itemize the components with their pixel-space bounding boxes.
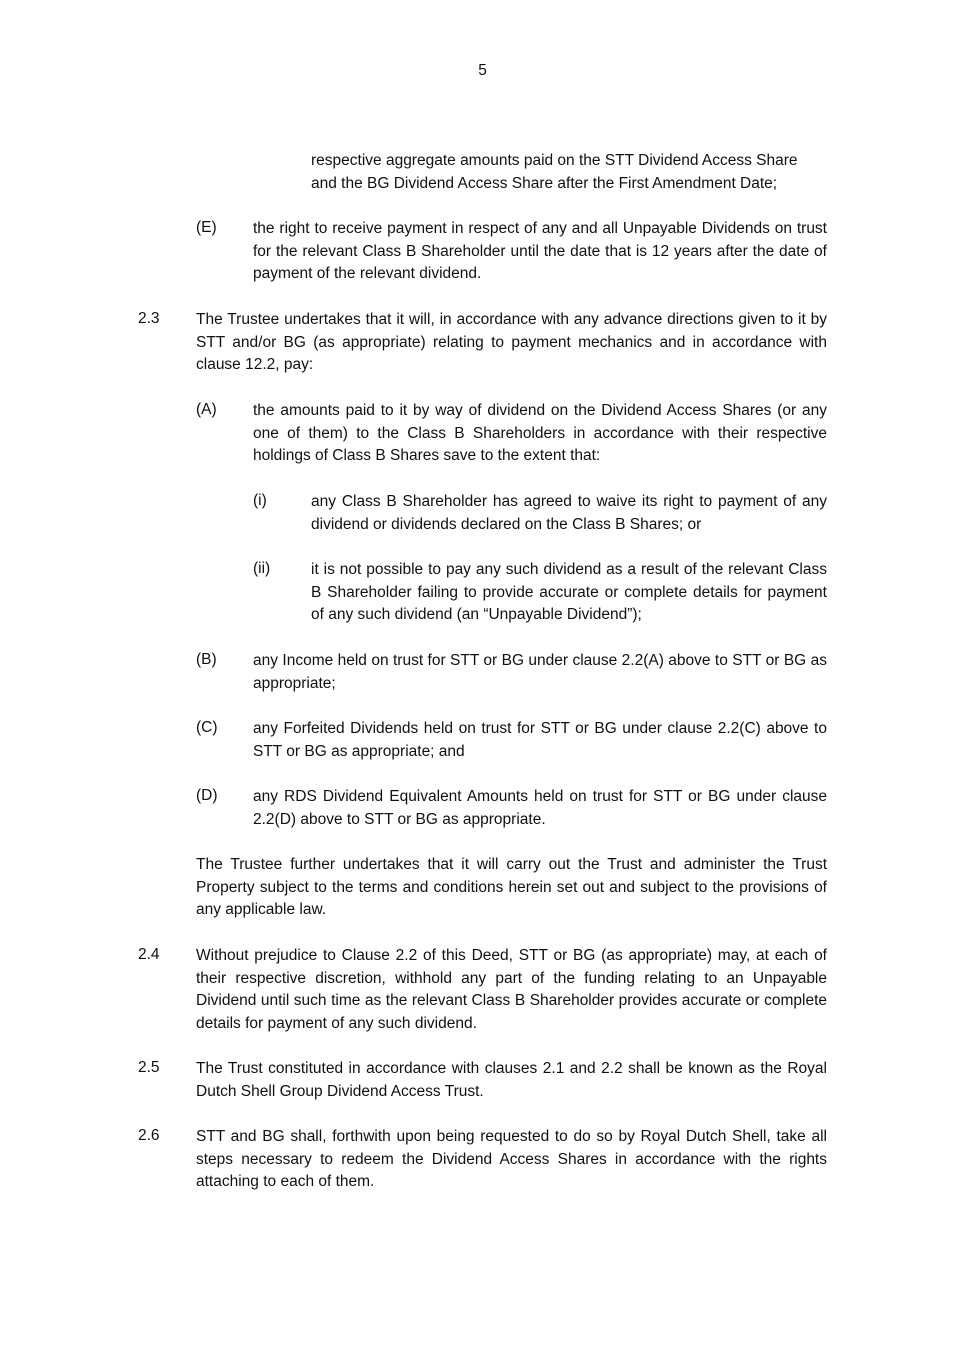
item-c-label: (C) [196,719,218,736]
clause-2-6-number: 2.6 [138,1127,160,1144]
item-d-label: (D) [196,787,218,804]
item-a-text: the amounts paid to it by way of dividend on the Dividend Access Shares (or any one of them) to the Class B Shareholders in accordance with their respective holdings of Class B Shares save to the extent that: [253,402,827,465]
trustee-further-undertaking: The Trustee further undertakes that it will carry out the Trust and administer the Trust Property subject to the terms and conditions herein set out and subject to the provisions of any applicable law. [196,856,827,919]
item-a-label: (A) [196,401,217,418]
item-e-text: the right to receive payment in respect of any and all Unpayable Dividends on trust for the relevant Class B Shareholder until the date that is 12 years after the date of payment of the relevant dividend. [253,220,827,283]
item-ii-text: it is not possible to pay any such dividend as a result of the relevant Class B Shareholder failing to provide accurate or complete details for payment of any such dividend (an “Unpayable Dividend”); [311,561,827,624]
continued-text-line-1: respective aggregate amounts paid on the STT Dividend Access Share [311,152,798,169]
item-i-text: any Class B Shareholder has agreed to waive its right to payment of any dividend or dividends declared on the Class B Shares; or [311,493,827,533]
clause-2-3-text: The Trustee undertakes that it will, in accordance with any advance directions given to it by STT and/or BG (as appropriate) relating to payment mechanics and in accordance with clause 12.2, pay: [196,311,827,374]
continued-text-line-2: and the BG Dividend Access Share after the First Amendment Date; [311,175,778,192]
clause-2-5-number: 2.5 [138,1059,160,1076]
clause-2-5-text: The Trust constituted in accordance with clauses 2.1 and 2.2 shall be known as the Royal Dutch Shell Group Dividend Access Trust. [196,1060,827,1100]
clause-2-4-text: Without prejudice to Clause 2.2 of this Deed, STT or BG (as appropriate) may, at each of their respective discretion, withhold any part of the funding relating to an Unpayable Dividend until such time as the relevant Class B Shareholder provides accurate or complete details for payment of any such dividend. [196,947,827,1033]
item-b-label: (B) [196,651,217,668]
item-b-text: any Income held on trust for STT or BG under clause 2.2(A) above to STT or BG as appropriate; [253,652,827,692]
page-number: 5 [478,62,487,79]
item-e-label: (E) [196,219,217,236]
clause-2-6-text: STT and BG shall, forthwith upon being requested to do so by Royal Dutch Shell, take all steps necessary to redeem the Dividend Access Shares in accordance with the rights attaching to each of them. [196,1128,827,1191]
item-d-text: any RDS Dividend Equivalent Amounts held on trust for STT or BG under clause 2.2(D) above to STT or BG as appropriate. [253,788,827,828]
item-i-label: (i) [253,492,267,509]
item-ii-label: (ii) [253,560,271,577]
clause-2-3-number: 2.3 [138,310,160,327]
item-c-text: any Forfeited Dividends held on trust for STT or BG under clause 2.2(C) above to STT or BG as appropriate; and [253,720,827,760]
clause-2-4-number: 2.4 [138,946,160,963]
